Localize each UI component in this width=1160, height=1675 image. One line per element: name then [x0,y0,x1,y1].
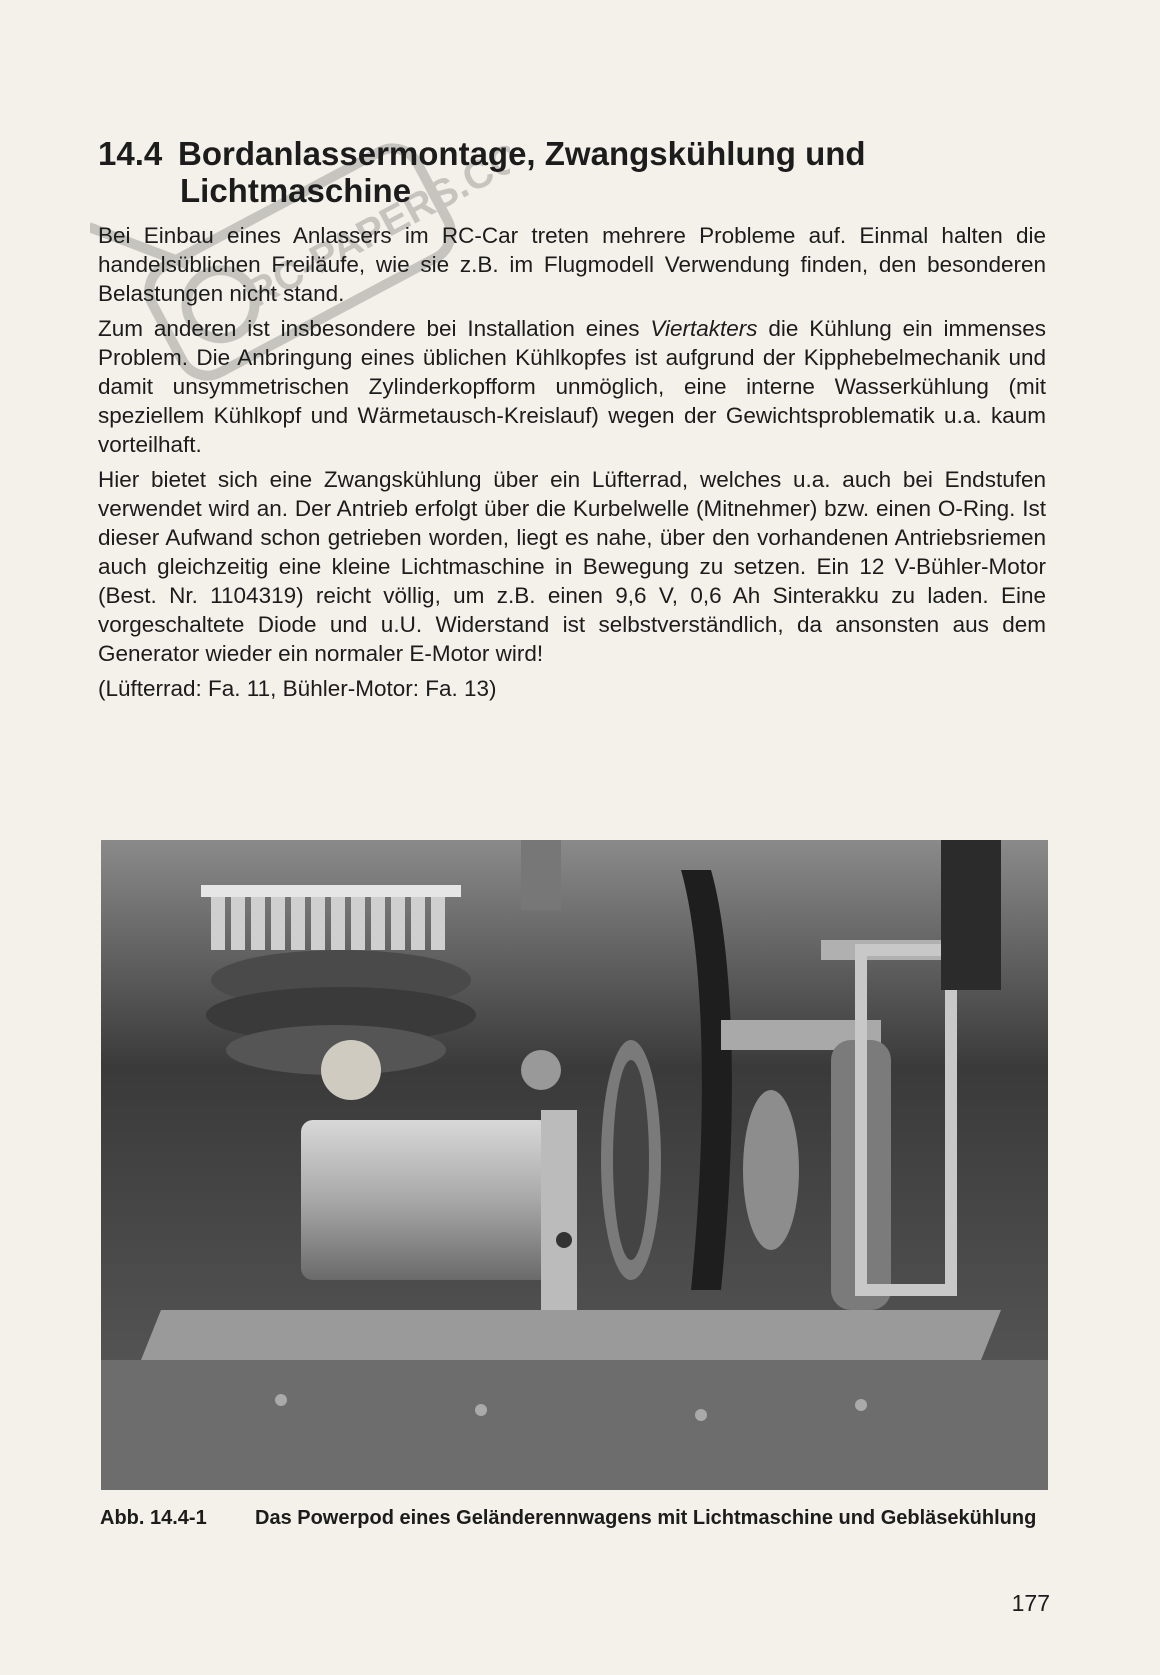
section-title-line2: Lichtmaschine [180,172,412,209]
watermark-text: RC-PAPERS.COM [239,118,510,316]
figure-caption [100,1505,1050,1532]
section-title-line1: Bordanlassermontage, Zwangskühlung und [178,135,866,172]
figure-caption-text: Das Powerpod eines Geländerennwagens mit Lichtmaschine und Gebläsekühlung [255,1507,1037,1529]
paragraph-2-italic: Viertakters [650,316,758,341]
paragraph-4: (Lüfterrad: Fa. 11, Bühler-Motor: Fa. 13) [98,676,497,701]
paragraph-2-start: Zum anderen ist insbesondere bei Installation eines [98,316,651,341]
page-number: 177 [1011,1590,1050,1616]
paragraph-2 [98,314,1046,459]
paragraph-1: Bei Einbau eines Anlassers im RC-Car treten mehrere Probleme auf. Einmal halten die handelsüblichen Freiläufe, wie sie z.B. im Flugmodell Verwendung finden, den besonderen Belastungen nicht stand. [98,223,1046,306]
paragraph-2-end: die Kühlung ein immenses Problem. Die Anbringung eines üblichen Kühlkopfes ist aufgrund der Kipphebelmechanik und damit unsymmetrischen Zylinderkopfform unmöglich, eine interne Wasserkühlung (mit speziellem Kühlkopf und Wärmetausch-Kreislauf) wegen der Gewichtsproblematik u.a. kaum vorteilhaft. [98,316,1047,457]
engine-photo [101,840,1048,1490]
engine-photo-graphic [101,840,1048,1490]
paragraph-3: Hier bietet sich eine Zwangskühlung über ein Lüfterrad, welches u.a. auch bei Endstufen verwendet wird an. Der Antrieb erfolgt über die Kurbelwelle (Mitnehmer) bzw. einen O-Ring. Ist dieser Aufwand schon getrieben worden, liegt es nahe, über den vorhandenen Antriebsriemen auch gleichzeitig eine kleine Lichtmaschine in Bewegung zu setzen. Ein 12 V-Bühler-Motor (Best. Nr. 1104319) reicht völlig, um z.B. einen 9,6 V, 0,6 Ah Sinterakku zu laden. Eine vorgeschaltete Diode und u.U. Widerstand ist selbstverständlich, da ansonsten aus dem Generator wieder ein normaler E-Motor wird! [98,467,1046,666]
section-heading [98,135,998,209]
section-number: 14.4 [98,135,163,172]
body-text [98,221,1046,709]
figure-label: Abb. 14.4-1 [100,1507,207,1529]
